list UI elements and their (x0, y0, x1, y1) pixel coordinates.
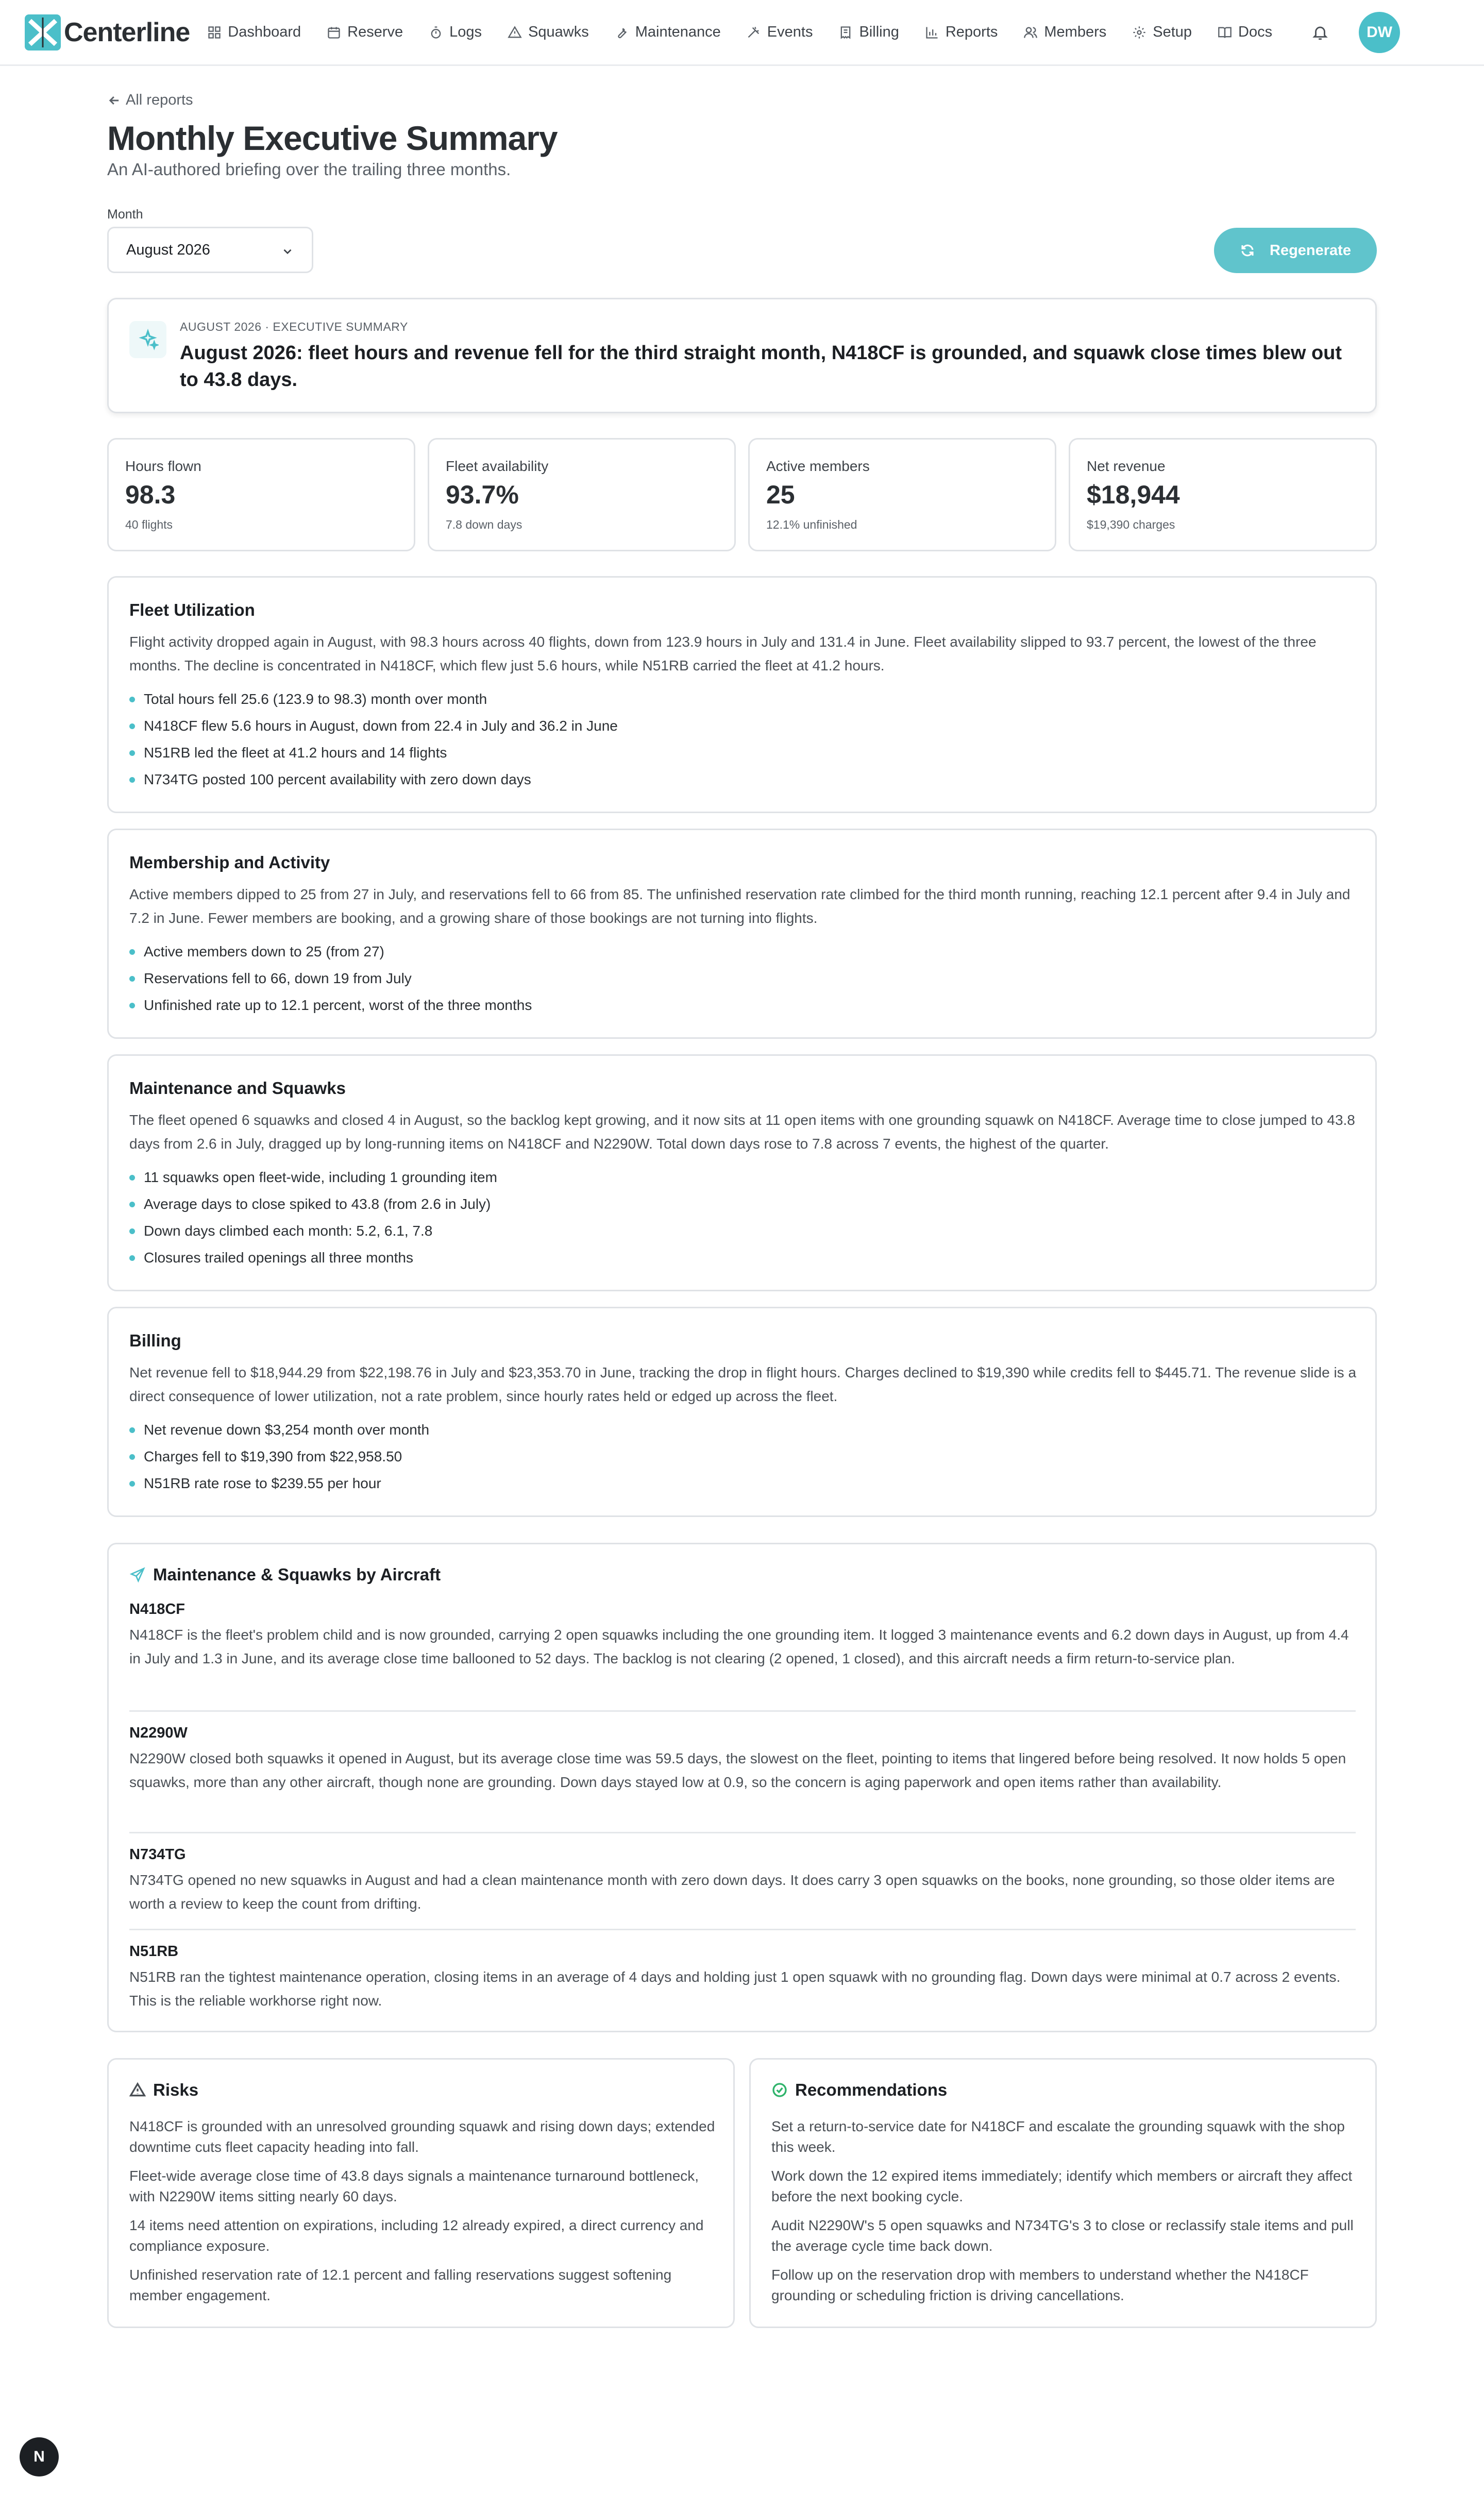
risk-item: N418CF is grounded with an unresolved grounding squawk and rising down days; extended downtime cuts fleet capacity heading into fall. (129, 2118, 715, 2155)
book-icon (1218, 25, 1232, 40)
section-body: Net revenue fell to $18,944.29 from $22,198.76 in July and $23,353.70 in June, tracking the drop in flight hours. Charges declined to $19,390 while credits fell to $445.71. The revenue slide is a direct consequence of lower utilization, not a rate problem, since hourly rates held or edged up across the fleet. (129, 1364, 1357, 1404)
aircraft-block (129, 1846, 1356, 1916)
warning-icon (508, 25, 522, 40)
chevron-down-icon (281, 245, 294, 258)
bullet-item: Average days to close spiked to 43.8 (from 2.6 in July) (129, 1191, 497, 1218)
nav-label: Members (1044, 24, 1107, 40)
timer-icon (429, 25, 443, 40)
regenerate-button[interactable] (1214, 228, 1377, 273)
wrench-icon (615, 25, 629, 40)
nav-members[interactable] (1023, 24, 1106, 41)
section-bullets (129, 938, 532, 1019)
warning-icon (129, 2082, 146, 2098)
risk-item: 14 items need attention on expirations, including 12 already expired, a direct currency and compliance exposure. (129, 2217, 704, 2254)
nav-squawks[interactable] (508, 24, 589, 41)
headline-kicker: AUGUST 2026 · EXECUTIVE SUMMARY (180, 320, 408, 333)
refresh-icon (1240, 243, 1255, 258)
nav-label: Squawks (528, 24, 589, 40)
bullet-item: Closures trailed openings all three months (129, 1244, 497, 1271)
nav-label: Docs (1238, 24, 1273, 40)
plane-icon (129, 1566, 146, 1583)
nav-reserve[interactable] (327, 24, 403, 41)
section-title: Membership and Activity (129, 853, 330, 872)
stat-value: 93.7% (446, 480, 519, 509)
sparkles-icon (137, 329, 159, 350)
bullet-item: Down days climbed each month: 5.2, 6.1, 7.8 (129, 1218, 497, 1244)
aircraft-name: N2290W (129, 1725, 188, 1741)
stat-label: Active members (766, 458, 870, 474)
nav-label: Reserve (347, 24, 403, 40)
section-body: Flight activity dropped again in August, with 98.3 hours across 40 flights, down from 123.9 hours in July and 131.4 in June. Fleet availability slipped to 93.7 percent, the lowest of the three months. The decline is concentrated in N418CF, which flew just 5.6 hours, while N51RB carried the fleet at 41.2 hours. (129, 634, 1317, 673)
month-select-value: August 2026 (126, 241, 210, 258)
aircraft-block (129, 1601, 1356, 1671)
risks-title-row (129, 2080, 198, 2100)
month-select[interactable] (107, 227, 313, 273)
bullet-item: Active members down to 25 (from 27) (129, 938, 532, 965)
nav-label: Maintenance (635, 24, 721, 40)
headline-text: August 2026: fleet hours and revenue fell for the third straight month, N418CF is grounded, and squawk close times blew out to 43.8 days. (180, 342, 1342, 391)
nav-label: Logs (449, 24, 482, 40)
stat-card-hours (107, 438, 415, 551)
bar-chart-icon (925, 25, 939, 40)
brand-name: Centerline (64, 17, 190, 47)
all-reports-link[interactable] (107, 92, 193, 109)
stat-card-members (748, 438, 1056, 551)
arrow-left-icon (107, 93, 122, 108)
calendar-icon (327, 25, 341, 40)
section-billing (107, 1307, 1377, 1517)
check-circle-icon (771, 2082, 788, 2098)
centerline-logo-icon (25, 14, 61, 50)
aircraft-text: N2290W closed both squawks it opened in August, but its average close time was 59.5 days, the slowest on the fleet, pointing to items that lingered before being resolved. It now holds 5 open squawks, more than any other aircraft, though none are grounding. Down days stayed low at 0.9, so the concern is aging paperwork and open items rather than availability. (129, 1750, 1346, 1790)
page-title: Monthly Executive Summary (107, 119, 558, 157)
headline-card (107, 298, 1377, 413)
recommendation-item: Follow up on the reservation drop with members to understand whether the N418CF grounding or scheduling friction is driving cancellations. (771, 2267, 1309, 2303)
stat-sub: 12.1% unfinished (766, 518, 857, 531)
divider (129, 1710, 1356, 1712)
bullet-item: Net revenue down $3,254 month over month (129, 1417, 429, 1443)
divider (129, 1832, 1356, 1833)
bullet-item: Total hours fell 25.6 (123.9 to 98.3) month over month (129, 686, 618, 713)
user-avatar[interactable]: DW (1359, 12, 1400, 53)
stat-card-availability (428, 438, 736, 551)
nav-setup[interactable] (1132, 24, 1192, 41)
recommendation-item: Audit N2290W's 5 open squawks and N734TG's 3 to close or reclassify stale items and pull the average cycle time back down. (771, 2217, 1354, 2254)
aircraft-text: N51RB ran the tightest maintenance operation, closing items in an average of 4 days and holding just 1 open squawk with no grounding flag. Down days were minimal at 0.7 across 2 events. This is the reliable workhorse right now. (129, 1969, 1341, 2009)
risk-item: Unfinished reservation rate of 12.1 percent and falling reservations suggest softening member engagement. (129, 2267, 672, 2303)
nav-reports[interactable] (925, 24, 998, 41)
nav-label: Dashboard (228, 24, 301, 40)
bullet-item: N418CF flew 5.6 hours in August, down from 22.4 in July and 36.2 in June (129, 713, 618, 739)
nav-label: Billing (859, 24, 899, 40)
section-bullets (129, 1164, 497, 1271)
nav-billing[interactable] (838, 24, 899, 41)
gear-icon (1132, 25, 1146, 40)
back-label: All reports (126, 92, 193, 108)
stat-label: Hours flown (125, 458, 201, 474)
top-nav (0, 0, 1484, 66)
stat-sub: 7.8 down days (446, 518, 522, 531)
aircraft-section-title: Maintenance & Squawks by Aircraft (153, 1565, 441, 1584)
stat-sub: $19,390 charges (1087, 518, 1175, 531)
risks-card (107, 2058, 735, 2328)
stat-label: Fleet availability (446, 458, 549, 474)
bullet-item: Unfinished rate up to 12.1 percent, worst of the three months (129, 992, 532, 1019)
bell-icon (1311, 24, 1329, 41)
users-icon (1023, 25, 1038, 40)
bullet-item: Reservations fell to 66, down 19 from July (129, 965, 532, 992)
aircraft-name: N51RB (129, 1943, 179, 1960)
section-membership (107, 829, 1377, 1039)
grid-icon (207, 25, 222, 40)
stat-label: Net revenue (1087, 458, 1166, 474)
nav-label: Events (767, 24, 813, 40)
aircraft-block (129, 1943, 1356, 2013)
page-subtitle: An AI-authored briefing over the trailing three months. (107, 160, 511, 179)
nav-logs[interactable] (429, 24, 482, 41)
aircraft-block (129, 1725, 1356, 1794)
aircraft-name: N734TG (129, 1846, 186, 1863)
section-fleet-utilization (107, 576, 1377, 813)
risk-item: Fleet-wide average close time of 43.8 days signals a maintenance turnaround bottleneck, with N2290W items sitting nearly 60 days. (129, 2168, 699, 2204)
nav-dashboard[interactable] (207, 24, 301, 41)
recommendations-title-row (771, 2080, 947, 2100)
bullet-item: 11 squawks open fleet-wide, including 1 grounding item (129, 1164, 497, 1191)
framework-badge[interactable]: N (20, 2437, 59, 2476)
month-label: Month (107, 207, 143, 222)
stat-value: $18,944 (1087, 480, 1180, 509)
recommendation-item: Work down the 12 expired items immediately; identify which members or aircraft they affect before the next booking cycle. (771, 2168, 1353, 2204)
section-body: The fleet opened 6 squawks and closed 4 in August, so the backlog kept growing, and it now sits at 11 open items with one grounding squawk on N418CF. Average time to close jumped to 43.8 days from 2.6 in July, dragged up by long-running items on N418CF and N2290W. Total down days rose to 7.8 across 7 events, the highest of the quarter. (129, 1112, 1355, 1152)
section-maintenance (107, 1054, 1377, 1291)
aircraft-text: N418CF is the fleet's problem child and is now grounded, carrying 2 open squawks including the one grounding item. It logged 3 maintenance events and 6.2 down days in August, up from 4.4 in July and 1.3 in June, and its average close time ballooned to 52 days. The backlog is not clearing (2 opened, 1 closed), and this aircraft needs a firm return-to-service plan. (129, 1627, 1349, 1666)
section-title: Fleet Utilization (129, 600, 255, 619)
stat-value: 25 (766, 480, 795, 509)
megaphone-icon (747, 25, 761, 40)
sparkles-icon-box (129, 321, 166, 358)
bullet-item: N51RB rate rose to $239.55 per hour (129, 1470, 429, 1497)
section-aircraft (107, 1543, 1377, 2032)
receipt-icon (838, 25, 853, 40)
stat-sub: 40 flights (125, 518, 173, 531)
aircraft-text: N734TG opened no new squawks in August and had a clean maintenance month with zero down days. It does carry 3 open squawks on the books, none grounding, so those older items are worth a review to keep the count from drifting. (129, 1872, 1335, 1912)
stat-card-revenue (1069, 438, 1377, 551)
recommendations-card (749, 2058, 1377, 2328)
regenerate-label: Regenerate (1270, 242, 1351, 259)
recommendations-title: Recommendations (795, 2080, 948, 2099)
divider (129, 1929, 1356, 1930)
nav-label: Setup (1153, 24, 1192, 40)
section-title: Billing (129, 1331, 181, 1350)
notifications-button[interactable] (1311, 24, 1329, 41)
risks-title: Risks (153, 2080, 199, 2099)
bullet-item: N51RB led the fleet at 41.2 hours and 14 flights (129, 739, 618, 766)
bullet-item: N734TG posted 100 percent availability with zero down days (129, 766, 618, 793)
recommendation-item: Set a return-to-service date for N418CF and escalate the grounding squawk with the shop this week. (771, 2118, 1345, 2155)
bullet-item: Charges fell to $19,390 from $22,958.50 (129, 1443, 429, 1470)
section-bullets (129, 686, 618, 793)
nav-docs[interactable] (1218, 24, 1272, 41)
section-bullets (129, 1417, 429, 1497)
brand-logo[interactable] (25, 14, 190, 50)
stat-value: 98.3 (125, 480, 176, 509)
aircraft-name: N418CF (129, 1601, 185, 1617)
nav-maintenance[interactable] (615, 24, 721, 41)
section-body: Active members dipped to 25 from 27 in July, and reservations fell to 66 from 85. The unfinished reservation rate climbed for the third month running, reaching 12.1 percent after 9.4 in July and 7.2 in June. Fewer members are booking, and a growing share of those bookings are not turning into flights. (129, 886, 1351, 926)
section-title: Maintenance and Squawks (129, 1079, 346, 1098)
aircraft-title-row (129, 1565, 441, 1585)
nav-events[interactable] (747, 24, 813, 41)
nav-label: Reports (945, 24, 998, 40)
